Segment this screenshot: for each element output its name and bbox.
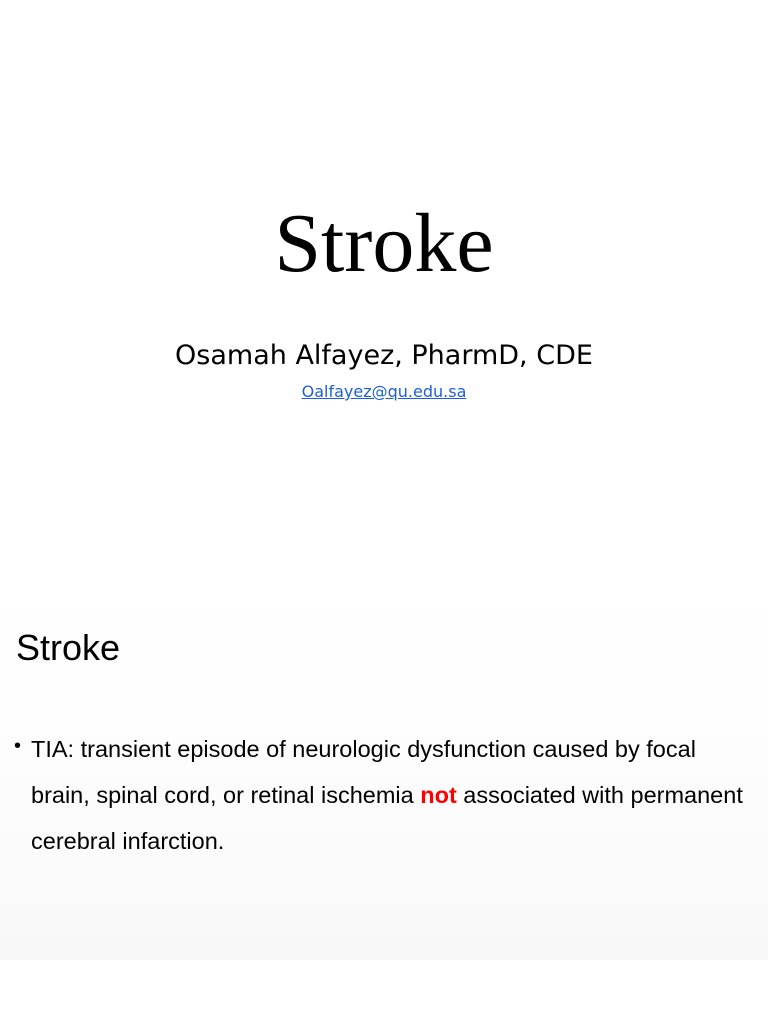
bullet-item <box>14 726 754 864</box>
bullet-text-after: associated with permanent cerebral infarction. <box>31 782 743 854</box>
bullet-list <box>14 726 754 864</box>
bullet-text-before: TIA: transient episode of neurologic dysfunction caused by focal brain, spinal cord, or retinal ischemia <box>31 736 696 808</box>
content-slide <box>0 576 768 960</box>
slide-title: Stroke <box>274 197 494 290</box>
viewer-background <box>0 960 768 1024</box>
email-link-container <box>0 381 768 403</box>
email-link[interactable]: Oalfayez@qu.edu.sa <box>301 382 467 401</box>
slide-heading: Stroke <box>16 627 121 668</box>
bullet-marker: • <box>14 735 22 757</box>
bullet-emphasis: not <box>420 782 457 808</box>
author-line: Osamah Alfayez, PharmD, CDE <box>175 340 593 371</box>
